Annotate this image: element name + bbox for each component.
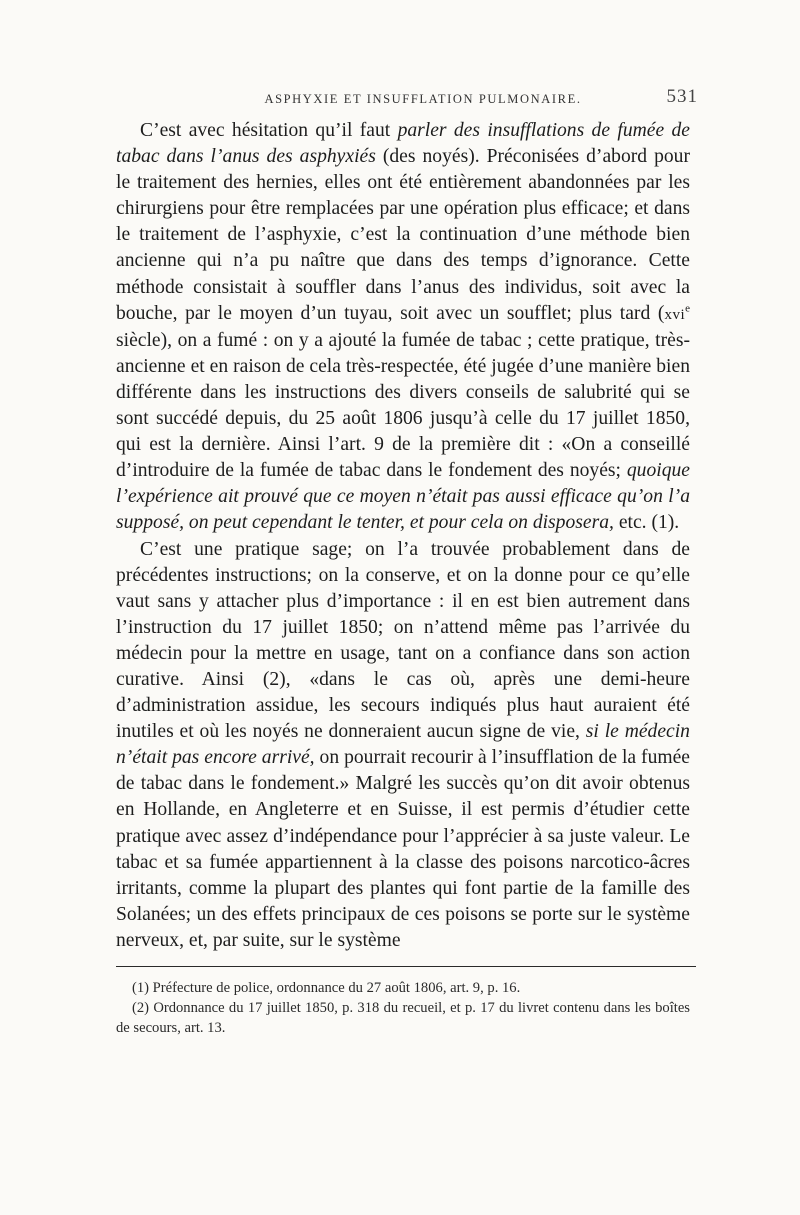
footnote-rule [116, 966, 696, 967]
italic-run: quoique l’expérience ait prouvé que ce moyen n’était pas aussi efficace qu’on l’a supposé, on peut cependant le tenter, et pour cela on disposera, [116, 460, 690, 534]
footnotes [116, 979, 690, 1038]
century-numeral: xvi [664, 306, 686, 323]
superscript: e [685, 302, 690, 315]
book-page [116, 86, 698, 1038]
footnote-1: (1) Préfecture de police, ordonnance du 27 août 1806, art. 9, p. 16. [132, 980, 521, 996]
paragraph [116, 537, 690, 955]
text-run: C’est une pratique sage; on l’a trouvée probablement dans de précédentes instructions; on la conserve, et on la donne pour ce qu’elle vaut sans y attacher plus d’importance : il en est bien autrement dans l’instruction du 17 juillet 1850; on n’attend même pas l’arrivée du médecin pour la mettre en usage, tant on a confiance dans son action curative. Ainsi (2), «dans le cas où, après une demi-heure d’administration assidue, les secours indiqués plus haut auraient été inutiles et où les noyés ne donneraient aucun signe de vie, [116, 538, 690, 743]
italic-run: si le médecin n’était pas encore arrivé, [116, 721, 690, 769]
page-header [116, 86, 698, 116]
text-run: (des noyés). Préconisées d’abord pour le traitement des hernies, elles ont été entièrement abandonnées par les chirurgiens pour être remplacées par une opération plus efficace; et dans le traitement de l’asphyxie, c’est la continuation d’une méthode bien ancienne qui n’a pu naître que dans des temps d’ignorance. Cette méthode consistait à souffler dans l’anus des individus, soit avec la bouche, par le moyen d’un tuyau, soit avec un soufflet; plus tard ( [116, 146, 690, 324]
page-number: 531 [666, 86, 698, 107]
italic-run: parler des insufflations de fumée de tabac dans l’anus des asphyxiés [116, 120, 690, 168]
text-run: C’est avec hésitation qu’il faut [140, 120, 398, 141]
footnote-2: (2) Ordonnance du 17 juillet 1850, p. 318 du recueil, et p. 17 du livret contenu dans les boîtes de secours, art. 13. [116, 999, 690, 1036]
running-title: ASPHYXIE ET INSUFFLATION PULMONAIRE. [264, 92, 582, 106]
paragraph [116, 118, 690, 537]
text-run: on pourrait recourir à l’insufflation de la fumée de tabac dans le fondement.» Malgré les succès qu’on dit avoir obtenus en Hollande, en Angleterre et en Suisse, il est permis d’étudier cette pratique avec assez d’indépendance pour l’apprécier à sa juste valeur. Le tabac et sa fumée appartiennent à la classe des poisons narcotico-âcres irritants, comme la plupart des plantes qui font partie de la famille des Solanées; un des effets principaux de ces poisons se porte sur le système nerveux, et, par suite, sur le système [116, 747, 690, 951]
body-text [116, 118, 690, 954]
text-run: etc. (1). [613, 512, 680, 534]
text-run: siècle), on a fumé : on y a ajouté la fumée de tabac ; cette pratique, très-ancienne et en raison de cela très-respectée, été jugée d’une manière bien différente dans les instructions des divers conseils de salubrité qui se sont succédé depuis, du 25 août 1806 jusqu’à celle du 17 juillet 1850, qui est la dernière. Ainsi l’art. 9 de la première dit : «On a conseillé d’introduire de la fumée de tabac dans le fondement des noyés; [116, 329, 690, 482]
